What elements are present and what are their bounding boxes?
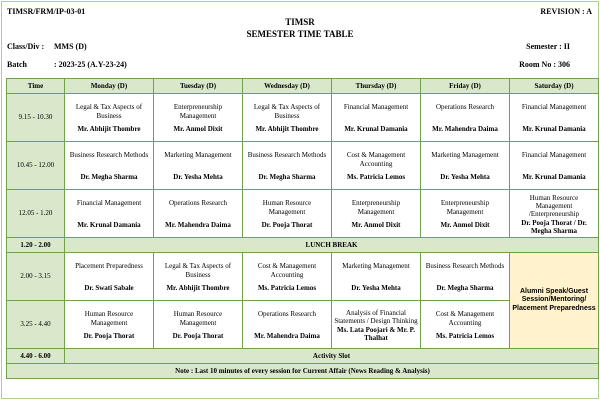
subject-name: Financial Management	[521, 103, 587, 112]
faculty-name: Ms. Lata Poojari & Mr. P. Thalhat	[336, 326, 416, 343]
lecture-cell	[154, 253, 243, 301]
table-row	[7, 190, 599, 238]
lecture-cell	[154, 190, 243, 238]
subject-name: Enterpreneurship Management	[351, 199, 401, 216]
subject-name: Marketing Management	[164, 151, 232, 160]
lecture-cell	[243, 253, 332, 301]
lecture-cell	[421, 190, 510, 238]
time-slot: 4.40 - 6.00	[7, 349, 65, 364]
col-header-time: Time	[7, 79, 65, 94]
subject-name: Cost & Management Accounting	[257, 262, 317, 279]
subject-name: Human Resource Management /Enterpreneurship	[528, 193, 580, 218]
room-label: Room No : 306	[519, 60, 570, 69]
faculty-name: Mr. Anmol Dixit	[173, 125, 223, 134]
lecture-cell	[65, 94, 154, 142]
faculty-name: Mr. Abhijit Thombre	[255, 125, 319, 134]
time-slot: 2.00 - 3.15	[7, 253, 65, 301]
lecture-cell	[332, 253, 421, 301]
institute-name: TIMSR	[285, 17, 315, 27]
lecture-cell	[154, 94, 243, 142]
time-slot: 9.15 - 10.30	[7, 94, 65, 142]
faculty-name: Dr. Megha Sharma	[258, 173, 316, 182]
activity-slot-label: Activity Slot	[65, 349, 599, 364]
subject-name: Marketing Management	[431, 151, 499, 160]
subject-name: Human Resource Management	[84, 310, 134, 327]
col-header-monday: Monday (D)	[65, 79, 154, 94]
note-text: Note : Last 10 minutes of every session for Current Affair (News Reading & Analysis)	[7, 364, 599, 379]
subject-name: Cost & Management Accounting	[346, 151, 406, 168]
subject-name: Enterpreneurship Management	[440, 199, 490, 216]
lecture-cell	[154, 301, 243, 349]
lecture-cell	[332, 301, 421, 349]
col-header-friday: Friday (D)	[421, 79, 510, 94]
time-slot: 1.20 - 2.00	[7, 238, 65, 253]
lecture-cell	[65, 301, 154, 349]
faculty-name: Mr. Krunal Damania	[77, 221, 141, 230]
subject-name: Marketing Management	[342, 262, 410, 271]
faculty-name: Mr. Mahendra Daima	[432, 125, 498, 134]
saturday-afternoon-activity: Alumni Speak/Guest Session/Mentoring/ Placement Preparedness	[510, 253, 599, 349]
semester-label: Semester : II	[526, 42, 570, 51]
lecture-cell	[154, 142, 243, 190]
subject-name: Operations Research	[435, 103, 495, 112]
revision-label: REVISION : A	[540, 7, 592, 16]
col-header-saturday: Saturday (D)	[510, 79, 599, 94]
table-row	[7, 94, 599, 142]
table-row	[7, 142, 599, 190]
subject-name: Business Research Methods	[425, 262, 505, 271]
timetable-document	[1, 1, 599, 399]
subject-name: Legal & Tax Aspects of Business	[253, 103, 321, 120]
subject-name: Operations Research	[168, 199, 228, 208]
faculty-name: Mr. Abhijit Thombre	[77, 125, 141, 134]
lecture-cell	[65, 253, 154, 301]
subject-name: Placement Preparedness	[75, 262, 143, 271]
subject-name: Legal & Tax Aspects of Business	[75, 103, 143, 120]
faculty-name: Mr. Anmol Dixit	[351, 221, 401, 230]
lecture-cell	[510, 94, 599, 142]
faculty-name: Mr. Krunal Damania	[522, 173, 586, 182]
table-row	[7, 253, 599, 301]
lecture-cell	[421, 142, 510, 190]
time-slot: 12.05 - 1.20	[7, 190, 65, 238]
faculty-name: Mr. Anmol Dixit	[440, 221, 490, 230]
faculty-name: Dr. Pooja Thorat	[261, 221, 313, 230]
lecture-cell	[243, 190, 332, 238]
faculty-name: Dr. Pooja Thorat	[83, 332, 135, 341]
faculty-name: Mr. Krunal Damania	[344, 125, 408, 134]
subject-name: Business Research Methods	[69, 151, 149, 160]
col-header-wednesday: Wednesday (D)	[243, 79, 332, 94]
lecture-cell	[332, 94, 421, 142]
faculty-name: Ms. Patricia Lemos	[257, 284, 317, 293]
lecture-cell	[510, 190, 599, 238]
lunch-break-label: LUNCH BREAK	[65, 238, 599, 253]
subject-name: Financial Management	[343, 103, 409, 112]
faculty-name: Dr. Yesha Mehta	[173, 173, 223, 182]
faculty-name: Ms. Patricia Lemos	[346, 173, 406, 182]
faculty-name: Dr. Pooja Thorat / Dr. Megha Sharma	[521, 219, 587, 236]
subject-name: Cost & Management Accounting	[435, 310, 495, 327]
time-slot: 3.25 - 4.40	[7, 301, 65, 349]
faculty-name: Mr. Abhijit Thombre	[166, 284, 230, 293]
batch-value: : 2023-25 (A.Y-23-24)	[54, 60, 127, 69]
faculty-name: Dr. Yesha Mehta	[440, 173, 490, 182]
subject-name: Enterpreneurship Management	[173, 103, 223, 120]
class-value: MMS (D)	[54, 42, 87, 51]
subject-name: Human Resource Management	[173, 310, 223, 327]
subject-name: Analysis of Financial Statements / Design Thinking	[334, 308, 418, 325]
subject-name: Legal & Tax Aspects of Business	[164, 262, 232, 279]
batch-label: Batch	[7, 60, 27, 69]
lecture-cell	[421, 301, 510, 349]
lecture-cell	[243, 301, 332, 349]
subject-name: Business Research Methods	[247, 151, 327, 160]
activity-row	[7, 349, 599, 364]
subject-name: Financial Management	[521, 151, 587, 160]
subject-name: Operations Research	[257, 310, 317, 319]
faculty-name: Mr. Mahendra Daima	[254, 332, 320, 341]
class-label: Class/Div :	[7, 42, 45, 51]
lunch-row	[7, 238, 599, 253]
faculty-name: Dr. Megha Sharma	[436, 284, 494, 293]
note-row	[7, 364, 599, 379]
lecture-cell	[65, 142, 154, 190]
form-code: TIMSR/FRM/IP-03-01	[7, 7, 86, 16]
lecture-cell	[243, 94, 332, 142]
lecture-cell	[421, 253, 510, 301]
col-header-tuesday: Tuesday (D)	[154, 79, 243, 94]
faculty-name: Dr. Yesha Mehta	[351, 284, 401, 293]
lecture-cell	[243, 142, 332, 190]
faculty-name: Mr. Krunal Damania	[522, 125, 586, 134]
col-header-thursday: Thursday (D)	[332, 79, 421, 94]
subject-name: Financial Management	[76, 199, 142, 208]
lecture-cell	[332, 190, 421, 238]
lecture-cell	[65, 190, 154, 238]
faculty-name: Dr. Swati Sabale	[84, 284, 134, 293]
page-title: SEMESTER TIME TABLE	[246, 29, 354, 39]
lecture-cell	[421, 94, 510, 142]
lecture-cell	[332, 142, 421, 190]
faculty-name: Dr. Pooja Thorat	[172, 332, 224, 341]
faculty-name: Dr. Megha Sharma	[80, 173, 138, 182]
header-row	[7, 79, 599, 94]
time-slot: 10.45 - 12.00	[7, 142, 65, 190]
faculty-name: Ms. Patricia Lemos	[435, 332, 495, 341]
faculty-name: Mr. Mahendra Daima	[165, 221, 231, 230]
subject-name: Human Resource Management	[262, 199, 312, 216]
timetable-grid	[6, 78, 599, 379]
lecture-cell	[510, 142, 599, 190]
